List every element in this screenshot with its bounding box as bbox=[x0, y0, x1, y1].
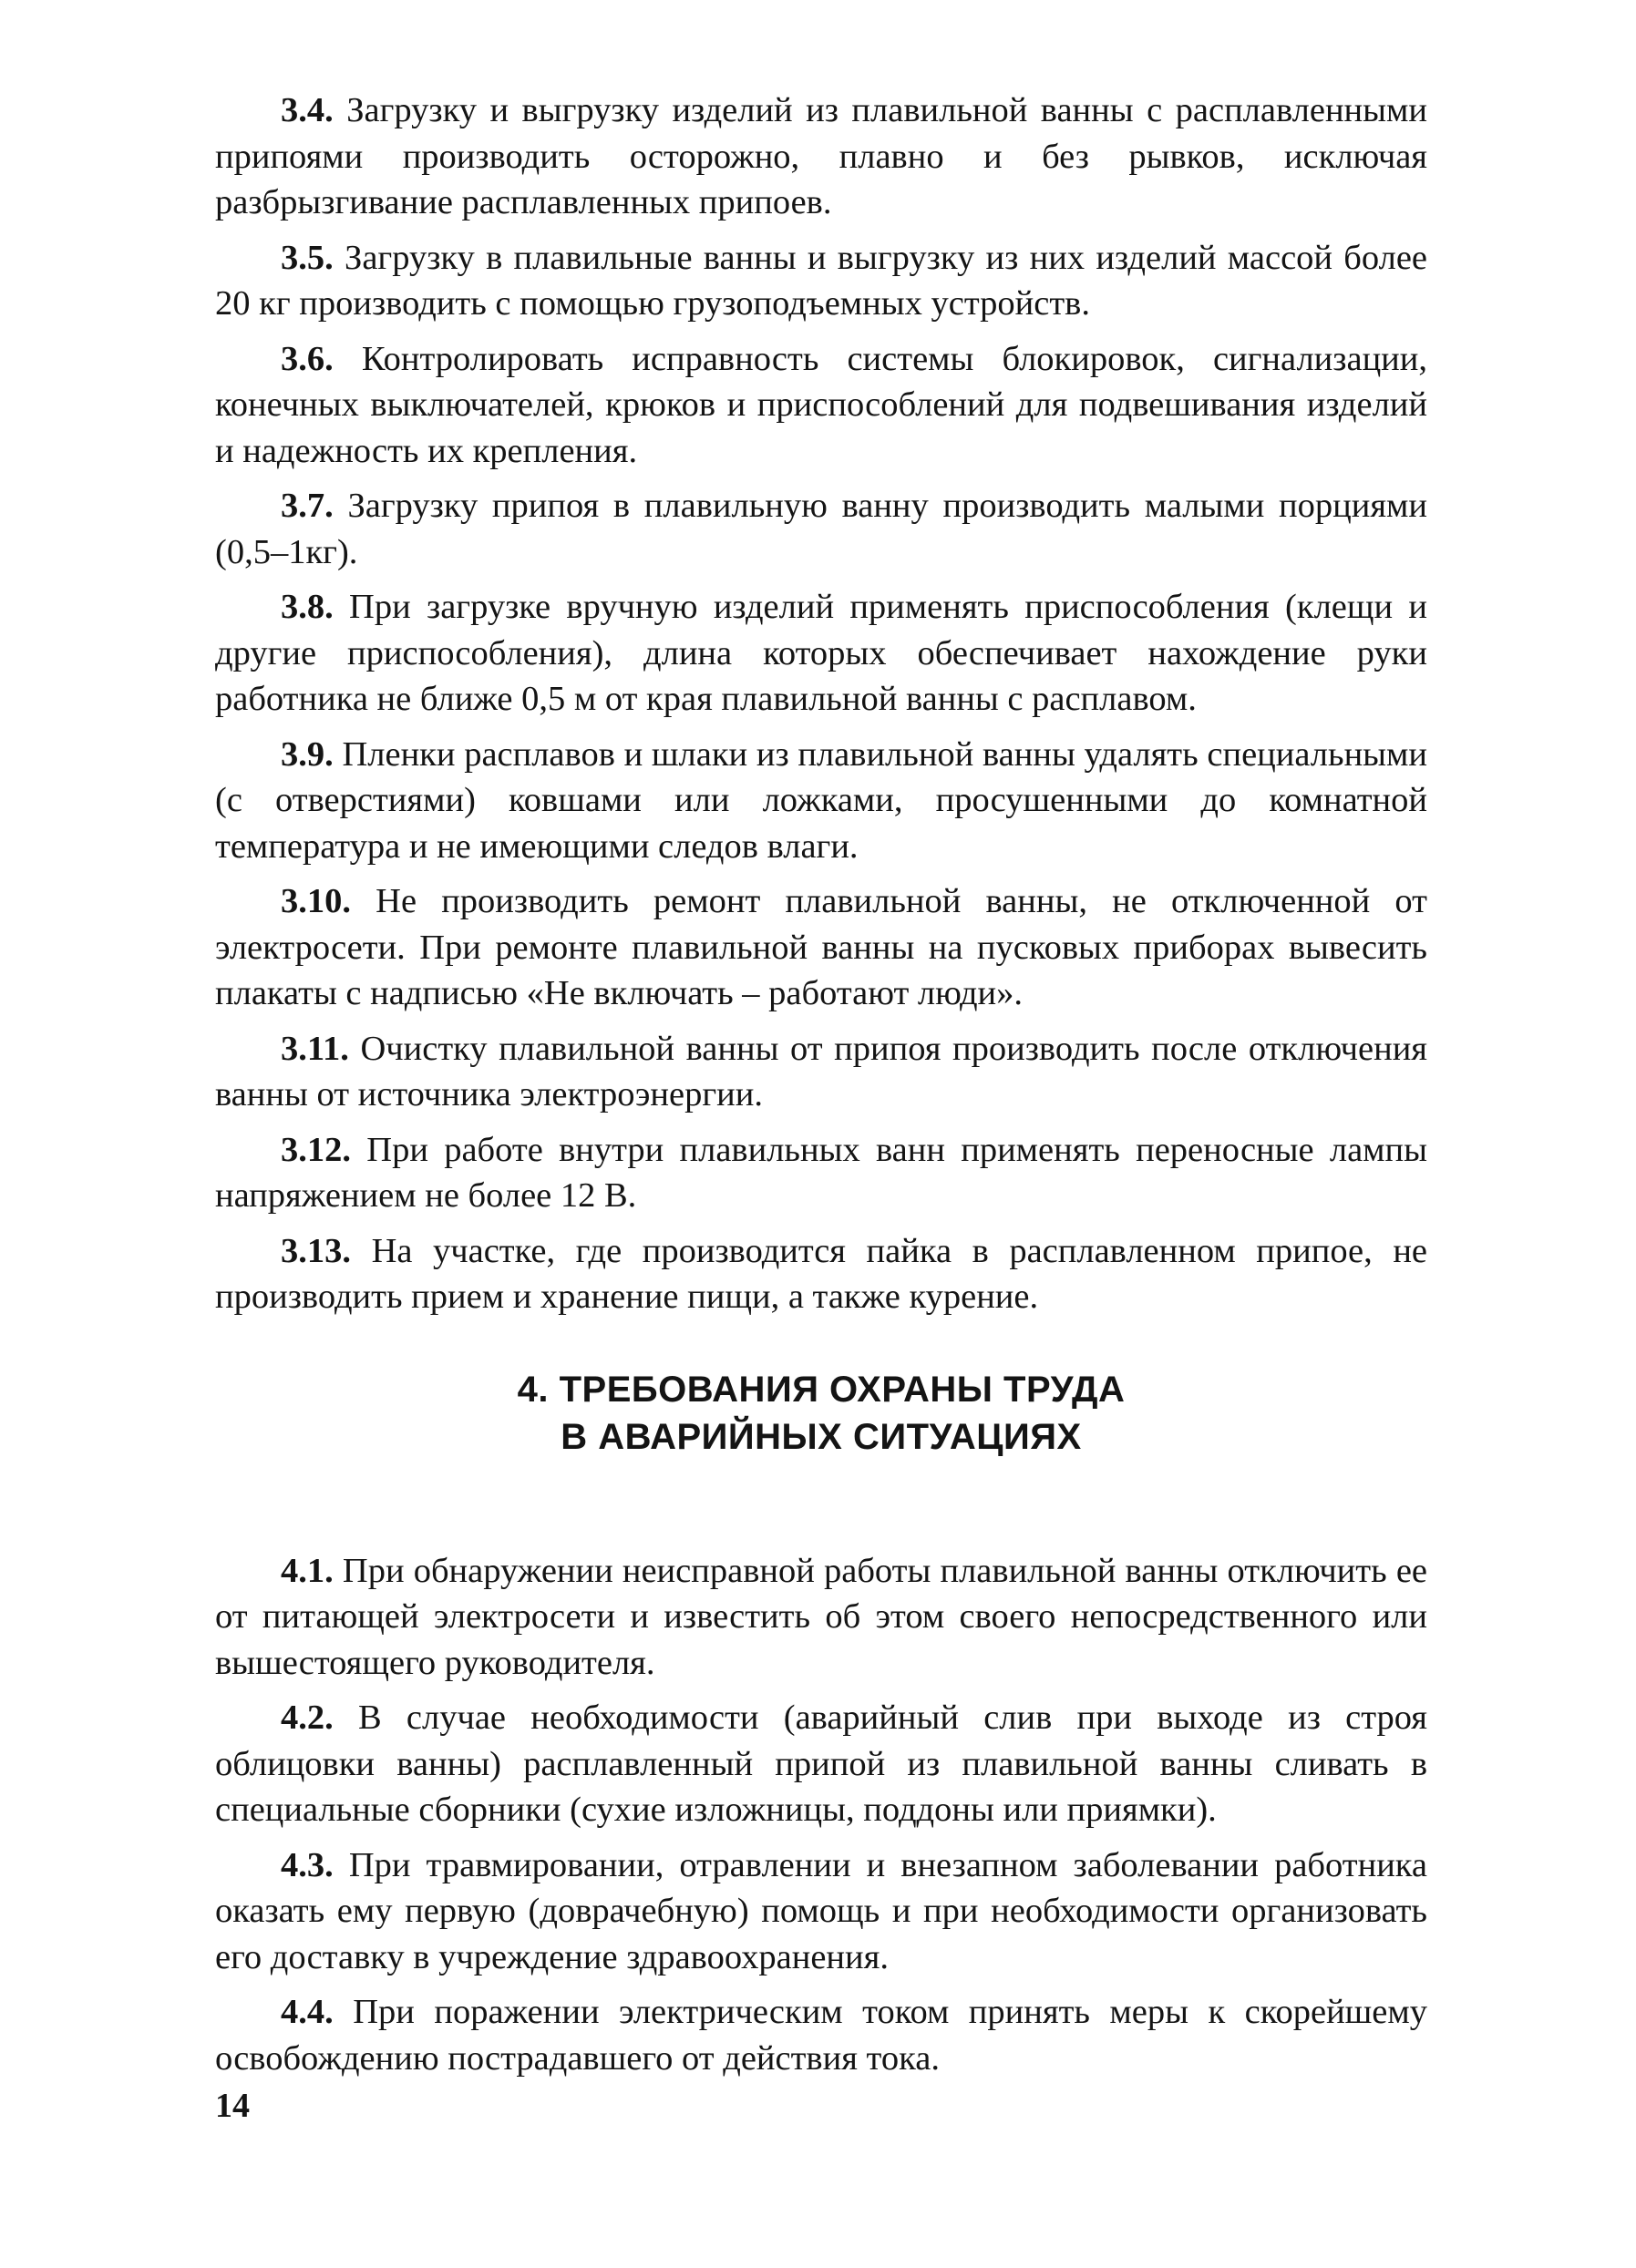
item-text: При загрузке вручную изделий применять приспособления (клещи и другие приспособления), длина которых обеспечивает нахождение руки работника не ближе 0,5 м от края плавильной ванны с расплавом. bbox=[215, 588, 1428, 718]
paragraph-3-8 bbox=[215, 584, 1427, 723]
item-text: Загрузку в плавильные ванны и выгрузку из них изделий массой более 20 кг производить с помощью грузоподъемных устройств. bbox=[215, 238, 1428, 323]
paragraph-3-13 bbox=[215, 1228, 1427, 1320]
item-text: При работе внутри плавильных ванн применять переносные лампы напряжением не более 12 В. bbox=[215, 1130, 1427, 1215]
paragraph-4-1 bbox=[215, 1548, 1427, 1687]
item-text: Загрузку и выгрузку изделий из плавильной ванны с расплавленными припоями производить осторожно, плавно и без рывков, исключая разбрызгивание расплавленных припоев. bbox=[215, 91, 1427, 221]
paragraph-3-6 bbox=[215, 336, 1427, 475]
item-number: 3.7. bbox=[281, 487, 334, 525]
paragraph-3-12 bbox=[215, 1127, 1427, 1219]
item-text: Не производить ремонт плавильной ванны, не отключенной от электросети. При ремонте плавильной ванны на пусковых приборах вывесить плакаты с надписью «Не включать – работают люди». bbox=[215, 882, 1427, 1012]
item-number: 4.2. bbox=[281, 1698, 334, 1737]
page-number: 14 bbox=[215, 2087, 250, 2125]
heading-line-2: В АВАРИЙНЫХ СИТУАЦИЯХ bbox=[561, 1416, 1082, 1457]
item-text: На участке, где производится пайка в расплавленном припое, не производить прием и хранение пищи, а также курение. bbox=[215, 1231, 1428, 1316]
item-number: 4.4. bbox=[281, 1993, 334, 2031]
paragraph-3-10 bbox=[215, 878, 1427, 1017]
section-3-items bbox=[215, 87, 1427, 1320]
item-text: Пленки расплавов и шлаки из плавильной ванны удалять специальными (с отверстиями) ковшами или ложками, просушенными до комнатной температура и не имеющими следов влаги. bbox=[215, 734, 1428, 866]
item-number: 4.3. bbox=[281, 1845, 334, 1884]
item-text: В случае необходимости (аварийный слив при выходе из строя облицовки ванны) расплавленный припой из плавильной ванны сливать в специальные сборники (сухие изложницы, поддоны или приямки). bbox=[215, 1698, 1428, 1829]
item-number: 4.1. bbox=[281, 1551, 334, 1590]
item-number: 3.12. bbox=[281, 1130, 351, 1169]
section-4-items bbox=[215, 1548, 1427, 2082]
item-text: Загрузку припоя в плавильную ванну производить малыми порциями (0,5–1кг). bbox=[215, 487, 1427, 571]
paragraph-3-5 bbox=[215, 235, 1427, 327]
item-number: 3.13. bbox=[281, 1231, 351, 1270]
item-number: 3.11. bbox=[281, 1029, 349, 1068]
paragraph-3-11 bbox=[215, 1026, 1427, 1118]
paragraph-4-2 bbox=[215, 1695, 1427, 1833]
paragraph-4-4 bbox=[215, 1989, 1427, 2081]
item-number: 3.9. bbox=[281, 734, 334, 774]
item-text: Контролировать исправность системы блокировок, сигнализации, конечных выключателей, крюков и приспособлений для подвешивания изделий и надежность их крепления. bbox=[215, 339, 1428, 470]
item-number: 3.5. bbox=[281, 238, 334, 277]
item-text: При поражении электрическим током принять меры к скорейшему освобождению пострадавшего от действия тока. bbox=[215, 1993, 1428, 2078]
item-number: 3.4. bbox=[281, 91, 334, 129]
paragraph-4-3 bbox=[215, 1842, 1427, 1981]
item-text: При обнаружении неисправной работы плавильной ванны отключить ее от питающей электросети и известить об этом своего непосредственного или вышестоящего руководителя. bbox=[215, 1551, 1427, 1682]
paragraph-3-9 bbox=[215, 732, 1427, 870]
document-page bbox=[215, 87, 1427, 2211]
item-number: 3.6. bbox=[281, 339, 334, 378]
item-number: 3.8. bbox=[281, 588, 334, 626]
paragraph-3-7 bbox=[215, 483, 1427, 575]
section-4-heading bbox=[215, 1366, 1427, 1461]
paragraph-3-4 bbox=[215, 87, 1427, 226]
heading-line-1: 4. ТРЕБОВАНИЯ ОХРАНЫ ТРУДА bbox=[517, 1369, 1126, 1410]
item-number: 3.10. bbox=[281, 882, 351, 920]
item-text: Очистку плавильной ванны от припоя производить после отключения ванны от источника электроэнергии. bbox=[215, 1029, 1428, 1113]
item-text: При травмировании, отравлении и внезапном заболевании работника оказать ему первую (доврачебную) помощь и при необходимости организовать его доставку в учреждение здравоохранения. bbox=[215, 1845, 1428, 1976]
